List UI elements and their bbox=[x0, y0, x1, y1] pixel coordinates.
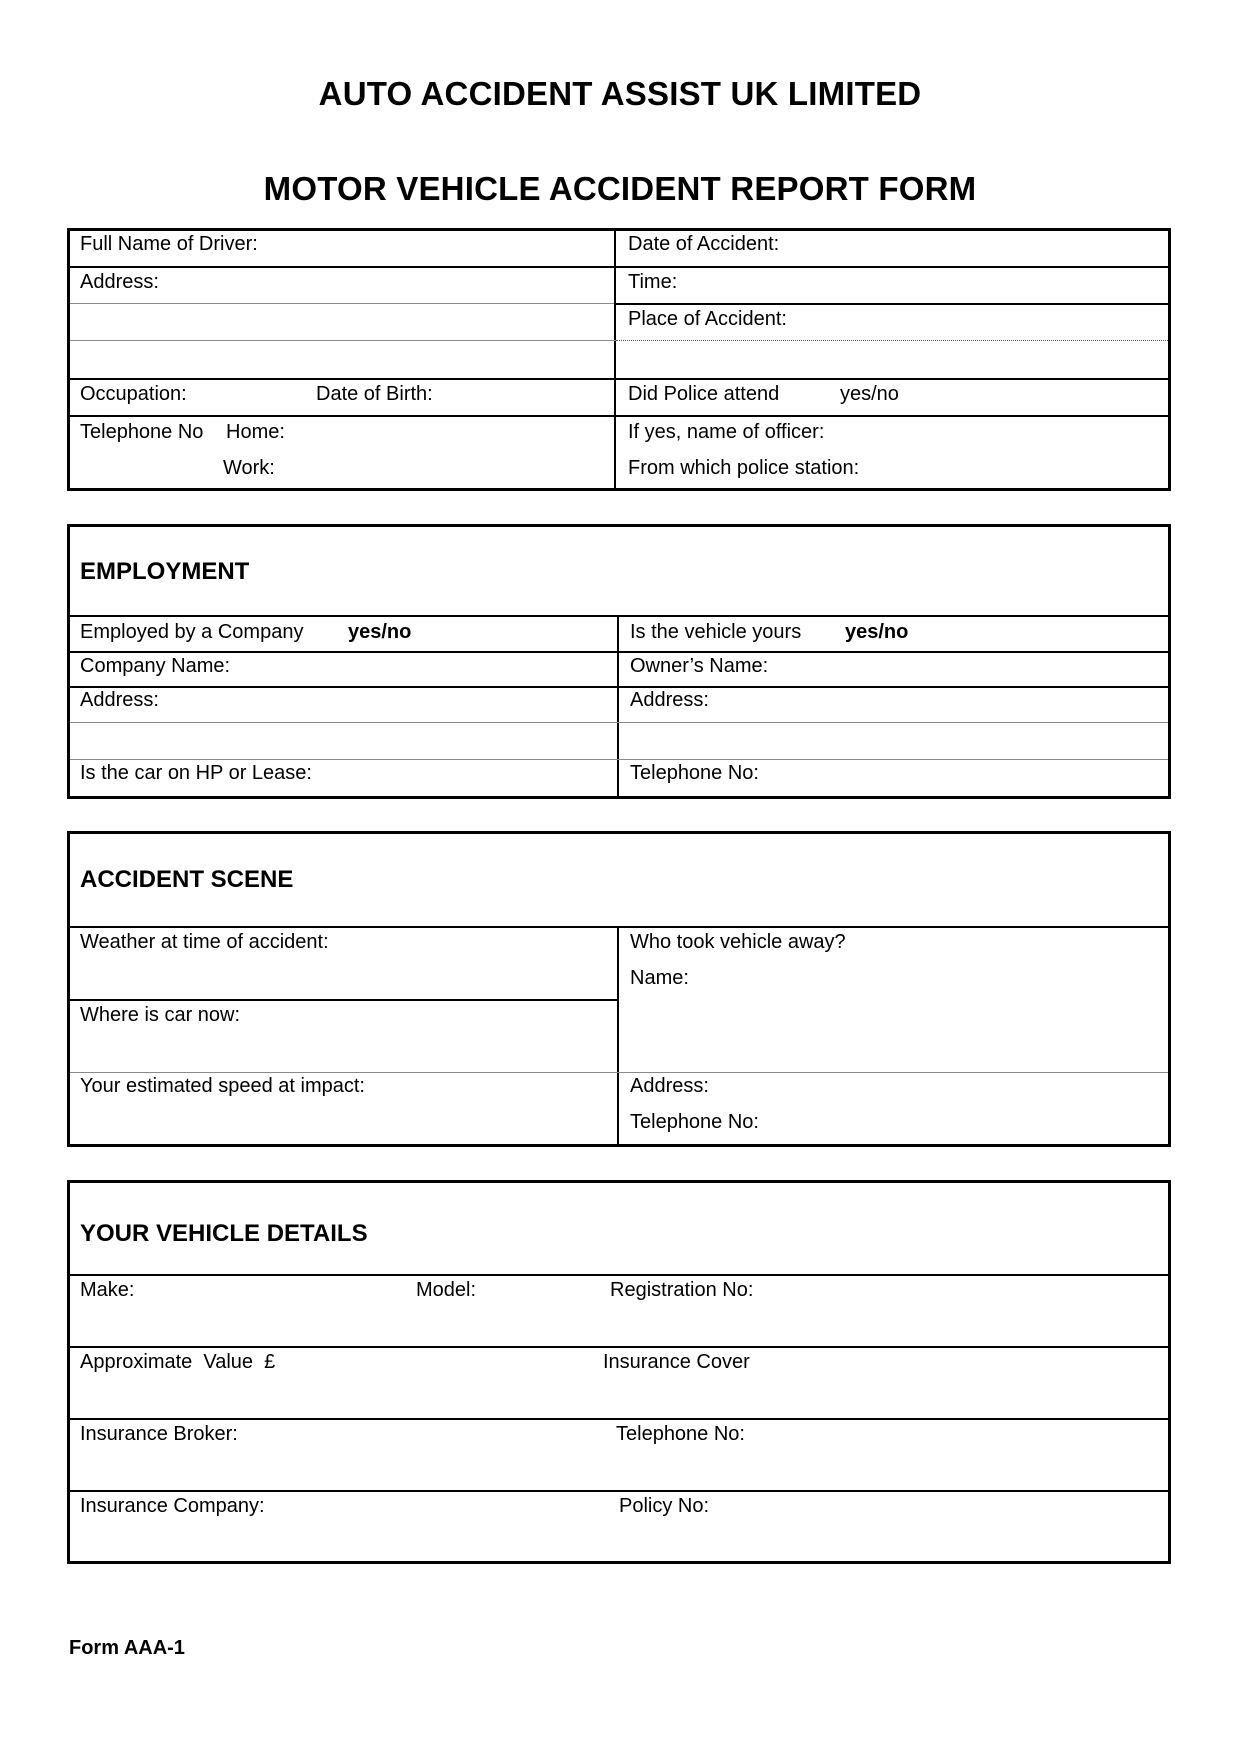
police-attend-label: Did Police attend bbox=[628, 383, 780, 405]
value-label: Approximate Value £ bbox=[80, 1351, 276, 1373]
police-yesno: yes/no bbox=[840, 383, 899, 405]
form-id: Form AAA-1 bbox=[69, 1637, 185, 1659]
employed-label: Employed by a Company bbox=[80, 621, 304, 643]
scene-heading: ACCIDENT SCENE bbox=[80, 866, 294, 893]
taker-address-label: Address: bbox=[630, 1075, 709, 1097]
company-title: AUTO ACCIDENT ASSIST UK LIMITED bbox=[318, 75, 922, 112]
who-took-label: Who took vehicle away? bbox=[630, 931, 846, 953]
vehicle-yesno: yes/no bbox=[845, 621, 909, 643]
where-now-label: Where is car now: bbox=[80, 1004, 241, 1026]
full-name-label: Full Name of Driver: bbox=[80, 233, 258, 255]
employed-yesno: yes/no bbox=[348, 621, 412, 643]
broker-telephone-label: Telephone No: bbox=[616, 1423, 745, 1445]
work-phone-label: Work: bbox=[223, 457, 275, 479]
owner-address-label: Address: bbox=[630, 689, 709, 711]
owner-telephone-label: Telephone No: bbox=[630, 762, 759, 784]
model-label: Model: bbox=[416, 1279, 477, 1301]
taker-name-label: Name: bbox=[630, 967, 689, 989]
hp-lease-label: Is the car on HP or Lease: bbox=[80, 762, 312, 784]
time-label: Time: bbox=[628, 271, 678, 293]
telephone-label: Telephone No bbox=[80, 421, 204, 443]
vehicle-yours-label: Is the vehicle yours bbox=[630, 621, 802, 643]
insurance-company-label: Insurance Company: bbox=[80, 1495, 265, 1517]
policy-label: Policy No: bbox=[619, 1495, 710, 1517]
weather-label: Weather at time of accident: bbox=[80, 931, 329, 953]
company-name-label: Company Name: bbox=[80, 655, 231, 677]
occupation-label: Occupation: bbox=[80, 383, 187, 405]
date-of-accident-label: Date of Accident: bbox=[628, 233, 780, 255]
station-label: From which police station: bbox=[628, 457, 860, 479]
taker-telephone-label: Telephone No: bbox=[630, 1111, 759, 1133]
address-label: Address: bbox=[80, 271, 159, 293]
form-title: MOTOR VEHICLE ACCIDENT REPORT FORM bbox=[263, 170, 977, 207]
vehicle-heading: YOUR VEHICLE DETAILS bbox=[80, 1220, 368, 1247]
owners-name-label: Owner’s Name: bbox=[630, 655, 769, 677]
insurance-cover-label: Insurance Cover bbox=[603, 1351, 750, 1373]
registration-label: Registration No: bbox=[610, 1279, 754, 1301]
home-phone-label: Home: bbox=[226, 421, 285, 443]
officer-label: If yes, name of officer: bbox=[628, 421, 825, 443]
place-label: Place of Accident: bbox=[628, 308, 787, 330]
dob-label: Date of Birth: bbox=[316, 383, 433, 405]
employment-heading: EMPLOYMENT bbox=[80, 558, 250, 585]
company-address-label: Address: bbox=[80, 689, 159, 711]
make-label: Make: bbox=[80, 1279, 135, 1301]
speed-label: Your estimated speed at impact: bbox=[80, 1075, 365, 1097]
broker-label: Insurance Broker: bbox=[80, 1423, 238, 1445]
